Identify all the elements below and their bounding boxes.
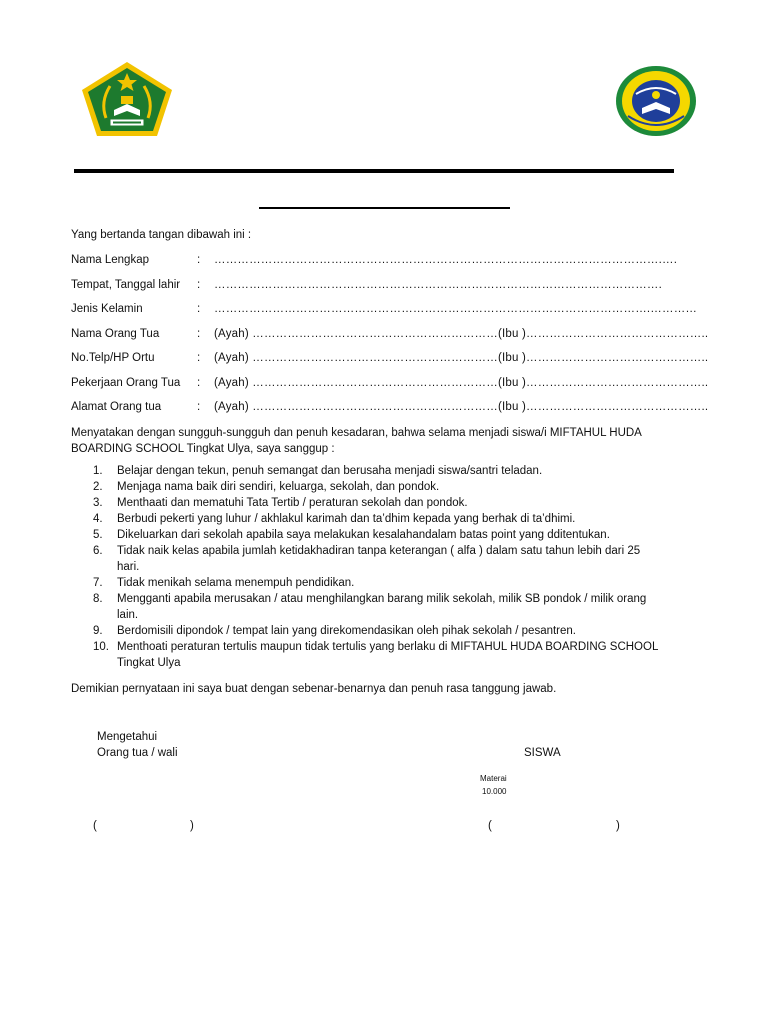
field-label-jenis-kelamin: Jenis Kelamin	[71, 303, 143, 315]
field-label-nama-lengkap: Nama Lengkap	[71, 254, 149, 266]
list-item	[71, 623, 711, 639]
field-label-nama-orang-tua: Nama Orang Tua	[71, 328, 160, 340]
field-colon: :	[197, 254, 201, 266]
list-item-text: lain.	[117, 609, 139, 621]
field-colon: :	[197, 401, 201, 413]
field-colon: :	[197, 352, 201, 364]
list-item	[71, 479, 711, 495]
list-item	[71, 543, 711, 575]
list-item	[71, 495, 711, 511]
list-item	[71, 575, 711, 591]
field-colon: :	[197, 279, 201, 291]
statement-line-1: Menyatakan dengan sungguh-sungguh dan penuh kesadaran, bahwa selama menjadi siswa/i MIFTAHUL HUDA	[71, 427, 642, 439]
ministry-logo	[80, 60, 174, 138]
parent-name-close-paren: )	[190, 820, 194, 832]
list-item	[71, 639, 711, 671]
field-colon: :	[197, 377, 201, 389]
list-item-number: 8.	[93, 593, 103, 605]
list-item-number: 10.	[93, 641, 109, 653]
field-value-tempat-tanggal-lahir: …………………………………………………………………………………………………….	[214, 279, 662, 291]
field-value-telp-ortu: (Ayah) ………………………………………………………(Ibu )………………………………………..	[214, 352, 709, 364]
mengetahui-label: Mengetahui	[97, 731, 158, 743]
pledge-list	[71, 463, 711, 671]
list-item-text: Berdomisili dipondok / tempat lain yang direkomendasikan oleh pihak sekolah / pesantren.	[117, 625, 576, 637]
list-item-text: hari.	[117, 561, 140, 573]
list-item-text: Tidak menikah selama menempuh pendidikan.	[117, 577, 355, 589]
school-logo	[614, 64, 698, 138]
statement-paragraph	[71, 425, 711, 457]
list-item-number: 4.	[93, 513, 103, 525]
field-label-tempat-tanggal-lahir: Tempat, Tanggal lahir	[71, 279, 181, 291]
list-item-number: 6.	[93, 545, 103, 557]
list-item-number: 2.	[93, 481, 103, 493]
list-item-number: 3.	[93, 497, 103, 509]
field-value-jenis-kelamin: ………………………………………………………………………………………………….…………	[214, 303, 698, 315]
student-signature-label: SISWA	[524, 747, 561, 759]
list-item-text: Tidak naik kelas apabila jumlah ketidakhadiran tanpa keterangan ( alfa ) dalam satu tahun lebih dari 25	[117, 545, 641, 557]
field-value-alamat-orang-tua: (Ayah) ………………………………………………………(Ibu )………………………………………..	[214, 401, 709, 413]
list-item-text: Dikeluarkan dari sekolah apabila saya melakukan kesalahandalam batas point yang dditentukan.	[117, 529, 610, 541]
list-item-text: Berbudi pekerti yang luhur / akhlakul karimah dan ta’dhim kepada yang berhak di ta’dhimi.	[117, 513, 576, 525]
field-label-alamat-orang-tua: Alamat Orang tua	[71, 401, 162, 413]
list-item	[71, 527, 711, 543]
list-item-text: Menthaati dan mematuhi Tata Tertib / peraturan sekolah dan pondok.	[117, 497, 468, 509]
list-item-text: Menthoati peraturan tertulis maupun tidak tertulis yang berlaku di MIFTAHUL HUDA BOARDING SCHOOL	[117, 641, 659, 653]
field-value-nama-orang-tua: (Ayah) ………………………………………………………(Ibu )………………………………………..	[214, 328, 709, 340]
list-item	[71, 463, 711, 479]
list-item	[71, 511, 711, 527]
field-colon: :	[197, 303, 201, 315]
parent-signature-label: Orang tua / wali	[97, 747, 178, 759]
field-label-telp-ortu: No.Telp/HP Ortu	[71, 352, 155, 364]
student-name-open-paren: (	[488, 820, 492, 832]
list-item	[71, 591, 711, 623]
stamp-label: Materai	[480, 774, 507, 783]
parent-name-open-paren: (	[93, 820, 97, 832]
closing-paragraph: Demikian pernyataan ini saya buat dengan sebenar-benarnya dan penuh rasa tanggung jawab.	[71, 683, 557, 695]
student-name-close-paren: )	[616, 820, 620, 832]
list-item-text: Mengganti apabila merusakan / atau menghilangkan barang milik sekolah, milik SB pondok / milik orang	[117, 593, 647, 605]
list-item-text: Belajar dengan tekun, penuh semangat dan berusaha menjadi siswa/santri teladan.	[117, 465, 543, 477]
list-item-number: 9.	[93, 625, 103, 637]
field-value-pekerjaan-orang-tua: (Ayah) ………………………………………………………(Ibu )………………………………………..	[214, 377, 709, 389]
list-item-text: Tingkat Ulya	[117, 657, 181, 669]
title-underline	[259, 207, 510, 209]
field-label-pekerjaan-orang-tua: Pekerjaan Orang Tua	[71, 377, 181, 389]
list-item-text: Menjaga nama baik diri sendiri, keluarga, sekolah, dan pondok.	[117, 481, 440, 493]
intro-text: Yang bertanda tangan dibawah ini :	[71, 229, 252, 241]
field-value-nama-lengkap: …………………………………………………………………………………………………….….	[214, 254, 678, 266]
header-divider	[74, 169, 674, 173]
list-item-number: 1.	[93, 465, 103, 477]
list-item-number: 7.	[93, 577, 103, 589]
list-item-number: 5.	[93, 529, 103, 541]
field-colon: :	[197, 328, 201, 340]
stamp-value: 10.000	[482, 787, 507, 796]
statement-line-2: BOARDING SCHOOL Tingkat Ulya, saya sanggup :	[71, 443, 335, 455]
